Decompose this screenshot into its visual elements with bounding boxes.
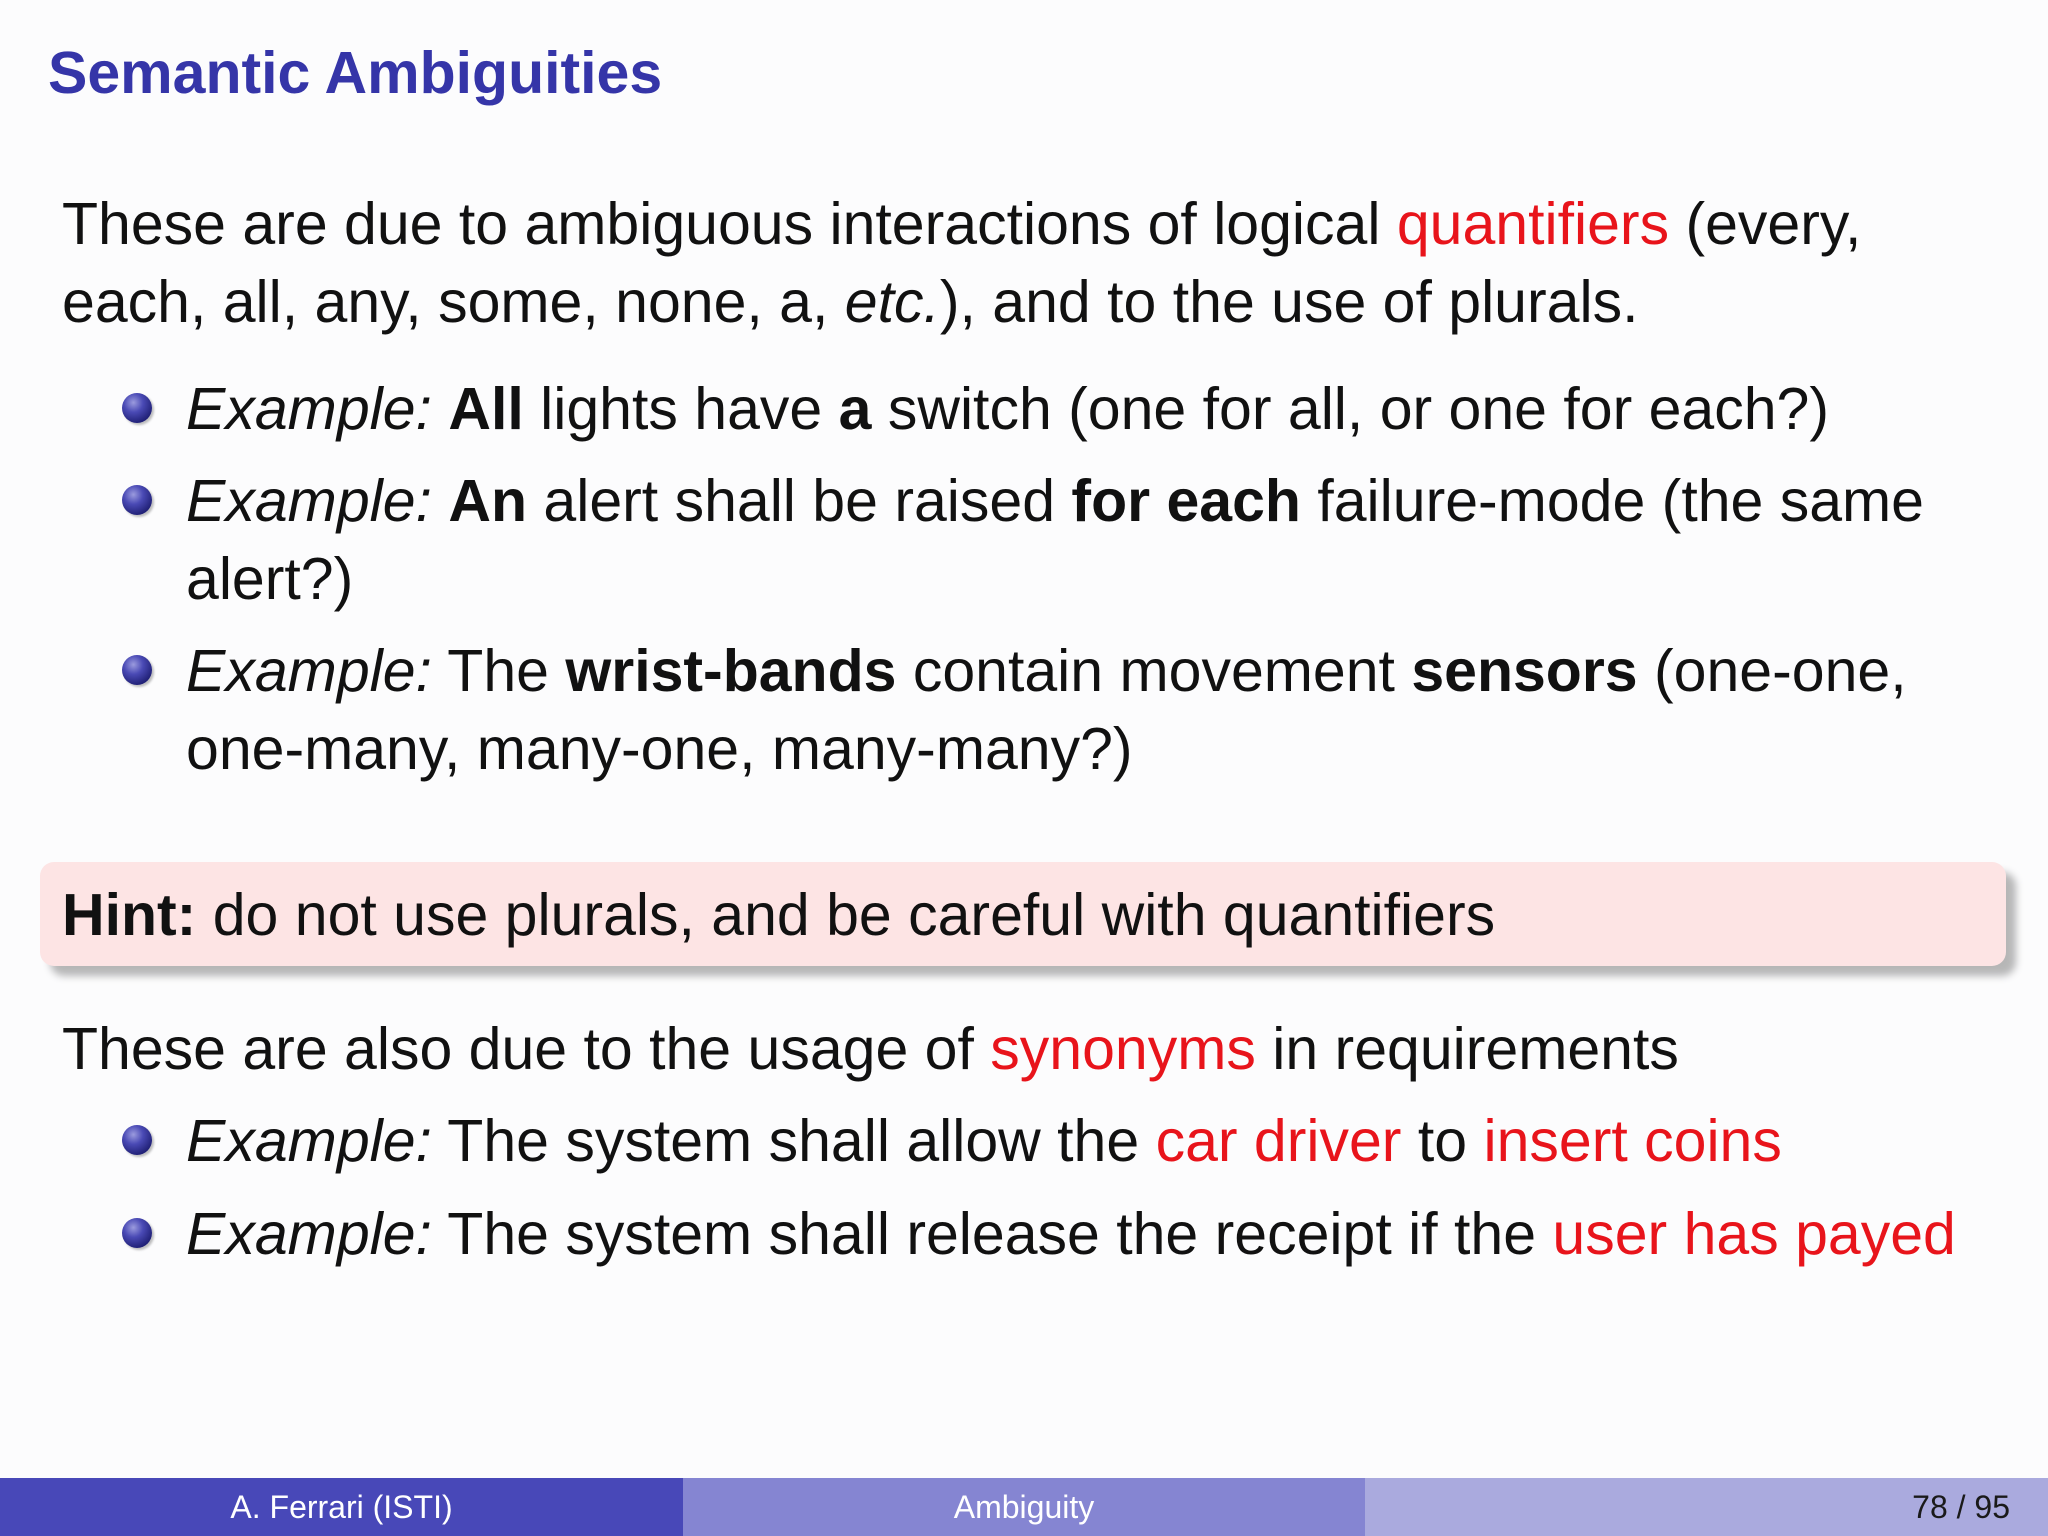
example-label: Example: bbox=[186, 638, 432, 704]
list-item bbox=[186, 1102, 2016, 1180]
bullet-icon bbox=[122, 485, 152, 515]
intro-text-before: These are due to ambiguous interactions of logical bbox=[62, 191, 1397, 257]
intro-paragraph bbox=[62, 185, 2012, 341]
example-label: Example: bbox=[186, 1108, 432, 1174]
example-label: Example: bbox=[186, 1201, 432, 1267]
example-text: alert shall be raised bbox=[527, 468, 1072, 534]
example-text: (one-one, one-many, many-one, many-many?) bbox=[186, 638, 1907, 782]
footer-page-number: 78 / 95 bbox=[1365, 1478, 2048, 1536]
emphasized-term: All bbox=[448, 376, 524, 442]
example-text: The bbox=[431, 638, 566, 704]
synonyms-text-before: These are also due to the usage of bbox=[62, 1016, 991, 1082]
quantifiers-highlight: quantifiers bbox=[1396, 191, 1670, 257]
example-text: failure-mode (the same alert?) bbox=[186, 468, 1924, 612]
example-text bbox=[432, 376, 448, 442]
example-text bbox=[432, 468, 448, 534]
bullet-icon bbox=[122, 1125, 152, 1155]
bullet-icon bbox=[122, 393, 152, 423]
emphasized-term: An bbox=[448, 468, 528, 534]
footer-topic: Ambiguity bbox=[683, 1478, 1365, 1536]
footer-bar bbox=[0, 1478, 2048, 1536]
example-text: to bbox=[1401, 1108, 1484, 1174]
example-text: The system shall allow the bbox=[431, 1108, 1156, 1174]
emphasized-term: wrist-bands bbox=[565, 638, 897, 704]
list-item bbox=[186, 632, 2016, 788]
synonym-highlight: insert coins bbox=[1483, 1108, 1782, 1174]
example-text: switch (one for all, or one for each?) bbox=[871, 376, 1830, 442]
synonym-highlight: car driver bbox=[1155, 1108, 1402, 1174]
list-item bbox=[186, 1195, 2016, 1273]
hint-label: Hint: bbox=[62, 882, 197, 948]
emphasized-term: a bbox=[838, 376, 872, 442]
synonyms-highlight: synonyms bbox=[990, 1016, 1256, 1082]
example-text: lights have bbox=[523, 376, 839, 442]
intro-text-after: ), and to the use of plurals. bbox=[939, 269, 1639, 335]
slide-title: Semantic Ambiguities bbox=[48, 40, 663, 106]
synonyms-paragraph bbox=[62, 1010, 2012, 1088]
synonym-highlight: user has payed bbox=[1552, 1201, 1956, 1267]
hint-text bbox=[62, 876, 1495, 954]
etc-italic: etc. bbox=[844, 269, 940, 335]
bullet-icon bbox=[122, 1218, 152, 1248]
footer-author: A. Ferrari (ISTI) bbox=[0, 1478, 683, 1536]
emphasized-term: sensors bbox=[1411, 638, 1638, 704]
example-label: Example: bbox=[186, 376, 432, 442]
hint-body: do not use plurals, and be careful with quantifiers bbox=[196, 882, 1496, 948]
list-item bbox=[186, 370, 2016, 448]
example-text: The system shall release the receipt if the bbox=[431, 1201, 1553, 1267]
example-text: contain movement bbox=[896, 638, 1412, 704]
bullet-icon bbox=[122, 655, 152, 685]
example-label: Example: bbox=[186, 468, 432, 534]
emphasized-term: for each bbox=[1071, 468, 1301, 534]
list-item bbox=[186, 462, 2016, 618]
synonyms-text-after: in requirements bbox=[1255, 1016, 1679, 1082]
intro-text-middle: (every, each, all, any, some, none, a, bbox=[62, 191, 1862, 335]
